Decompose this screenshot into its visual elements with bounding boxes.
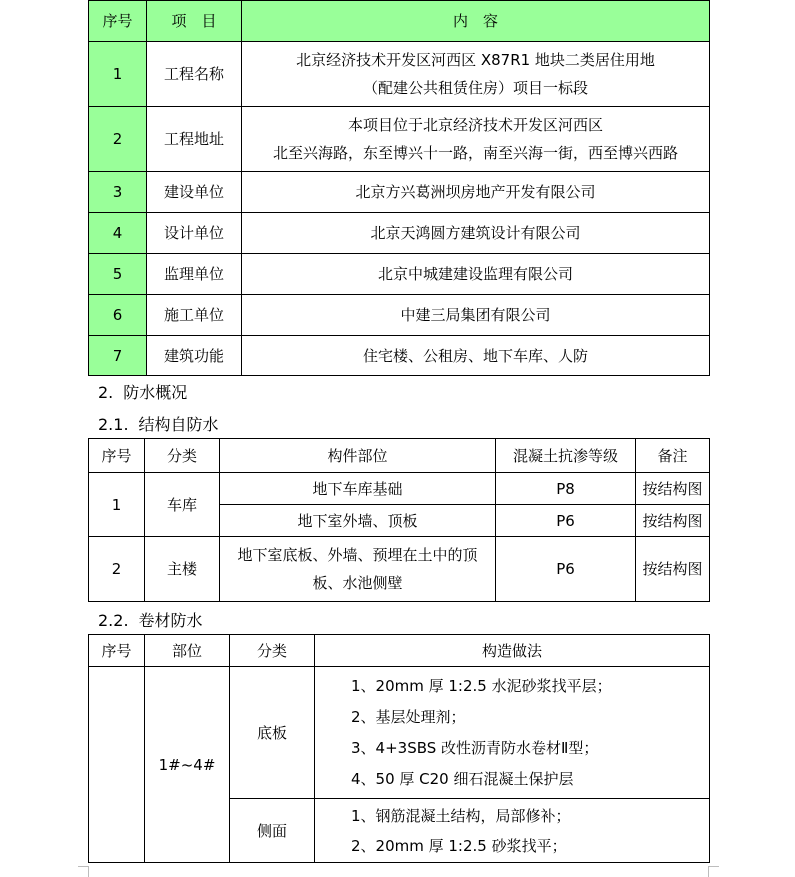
table-row <box>89 172 710 213</box>
row-content: 北京天鸿圆方建筑设计有限公司 <box>242 213 710 254</box>
header-location: 部位 <box>145 635 230 667</box>
header-category: 分类 <box>230 635 315 667</box>
row-category: 底板 <box>230 667 315 799</box>
section-title: 卷材防水 <box>138 611 203 630</box>
content-line: 本项目位于北京经济技术开发区河西区 <box>347 116 603 134</box>
method-step: 1、20mm 厚 1:2.5 水泥砂浆找平层； <box>351 676 612 695</box>
row-no: 2 <box>89 537 145 602</box>
table-row <box>89 667 710 799</box>
header-remark: 备注 <box>636 439 710 473</box>
row-remark: 按结构图 <box>636 537 710 602</box>
row-part: 地下车库基础 <box>220 473 496 505</box>
row-content: 住宅楼、公租房、地下车库、人防 <box>242 336 710 376</box>
row-content <box>242 107 710 172</box>
content-line: 北京经济技术开发区河西区 X87R1 地块二类居住用地 <box>296 51 655 69</box>
row-no: 4 <box>89 213 147 254</box>
row-method <box>315 667 710 799</box>
row-grade: P6 <box>496 537 636 602</box>
row-item: 工程地址 <box>147 107 242 172</box>
header-method: 构造做法 <box>315 635 710 667</box>
row-no: 3 <box>89 172 147 213</box>
section-number: 2. <box>98 383 114 402</box>
table-row <box>89 42 710 107</box>
corner-mark-left <box>78 866 89 877</box>
row-remark: 按结构图 <box>636 473 710 505</box>
row-content: 中建三局集团有限公司 <box>242 295 710 336</box>
row-item: 建设单位 <box>147 172 242 213</box>
row-no: 1 <box>89 473 145 537</box>
row-location: 1#~4# <box>145 667 230 863</box>
part-line: 地下室底板、外墙、预埋在土中的顶 <box>237 546 478 564</box>
method-step: 1、钢筋混凝土结构，局部修补； <box>351 806 571 825</box>
table-row <box>89 254 710 295</box>
header-grade: 混凝土抗渗等级 <box>496 439 636 473</box>
header-no: 序号 <box>89 635 145 667</box>
row-category: 主楼 <box>145 537 220 602</box>
row-part <box>220 537 496 602</box>
section-title: 防水概况 <box>123 383 188 402</box>
row-method <box>315 799 710 863</box>
row-content: 北京方兴葛洲坝房地产开发有限公司 <box>242 172 710 213</box>
row-no: 6 <box>89 295 147 336</box>
table-row <box>89 295 710 336</box>
row-grade: P8 <box>496 473 636 505</box>
row-no: 2 <box>89 107 147 172</box>
row-item: 设计单位 <box>147 213 242 254</box>
header-category: 分类 <box>145 439 220 473</box>
row-category: 车库 <box>145 473 220 537</box>
table-row <box>89 473 710 505</box>
header-content: 内 容 <box>242 1 710 42</box>
project-info-table <box>88 0 710 376</box>
method-step: 2、基层处理剂； <box>351 707 466 726</box>
row-category: 侧面 <box>230 799 315 863</box>
row-no: 5 <box>89 254 147 295</box>
row-item: 建筑功能 <box>147 336 242 376</box>
row-content <box>242 42 710 107</box>
section-heading-2 <box>98 382 187 404</box>
table-row <box>89 107 710 172</box>
table-row <box>89 213 710 254</box>
section-heading-2-1 <box>98 414 219 436</box>
header-item: 项 目 <box>147 1 242 42</box>
row-item: 工程名称 <box>147 42 242 107</box>
row-grade: P6 <box>496 505 636 537</box>
row-no <box>89 667 145 863</box>
header-part: 构件部位 <box>220 439 496 473</box>
row-item: 施工单位 <box>147 295 242 336</box>
section-number: 2.1. <box>98 415 129 434</box>
structural-waterproof-table <box>88 438 710 602</box>
part-line: 板、水池侧壁 <box>312 574 403 592</box>
content-line: （配建公共租赁住房）项目一标段 <box>362 79 588 97</box>
row-item: 监理单位 <box>147 254 242 295</box>
section-number: 2.2. <box>98 611 129 630</box>
header-no: 序号 <box>89 1 147 42</box>
section-title: 结构自防水 <box>138 415 219 434</box>
section-heading-2-2 <box>98 610 203 632</box>
membrane-waterproof-table <box>88 634 710 863</box>
row-no: 7 <box>89 336 147 376</box>
table-row <box>89 537 710 602</box>
content-line: 北至兴海路，东至博兴十一路，南至兴海一街，西至博兴西路 <box>272 144 678 162</box>
method-step: 4、50 厚 C20 细石混凝土保护层 <box>351 769 574 788</box>
row-content: 北京中城建建设监理有限公司 <box>242 254 710 295</box>
row-remark: 按结构图 <box>636 505 710 537</box>
corner-mark-right <box>708 866 719 877</box>
method-step: 3、4+3SBS 改性沥青防水卷材Ⅱ型； <box>351 738 599 757</box>
row-part: 地下室外墙、顶板 <box>220 505 496 537</box>
header-no: 序号 <box>89 439 145 473</box>
row-no: 1 <box>89 42 147 107</box>
table-row <box>89 336 710 376</box>
method-step: 2、20mm 厚 1:2.5 砂浆找平； <box>351 836 567 855</box>
